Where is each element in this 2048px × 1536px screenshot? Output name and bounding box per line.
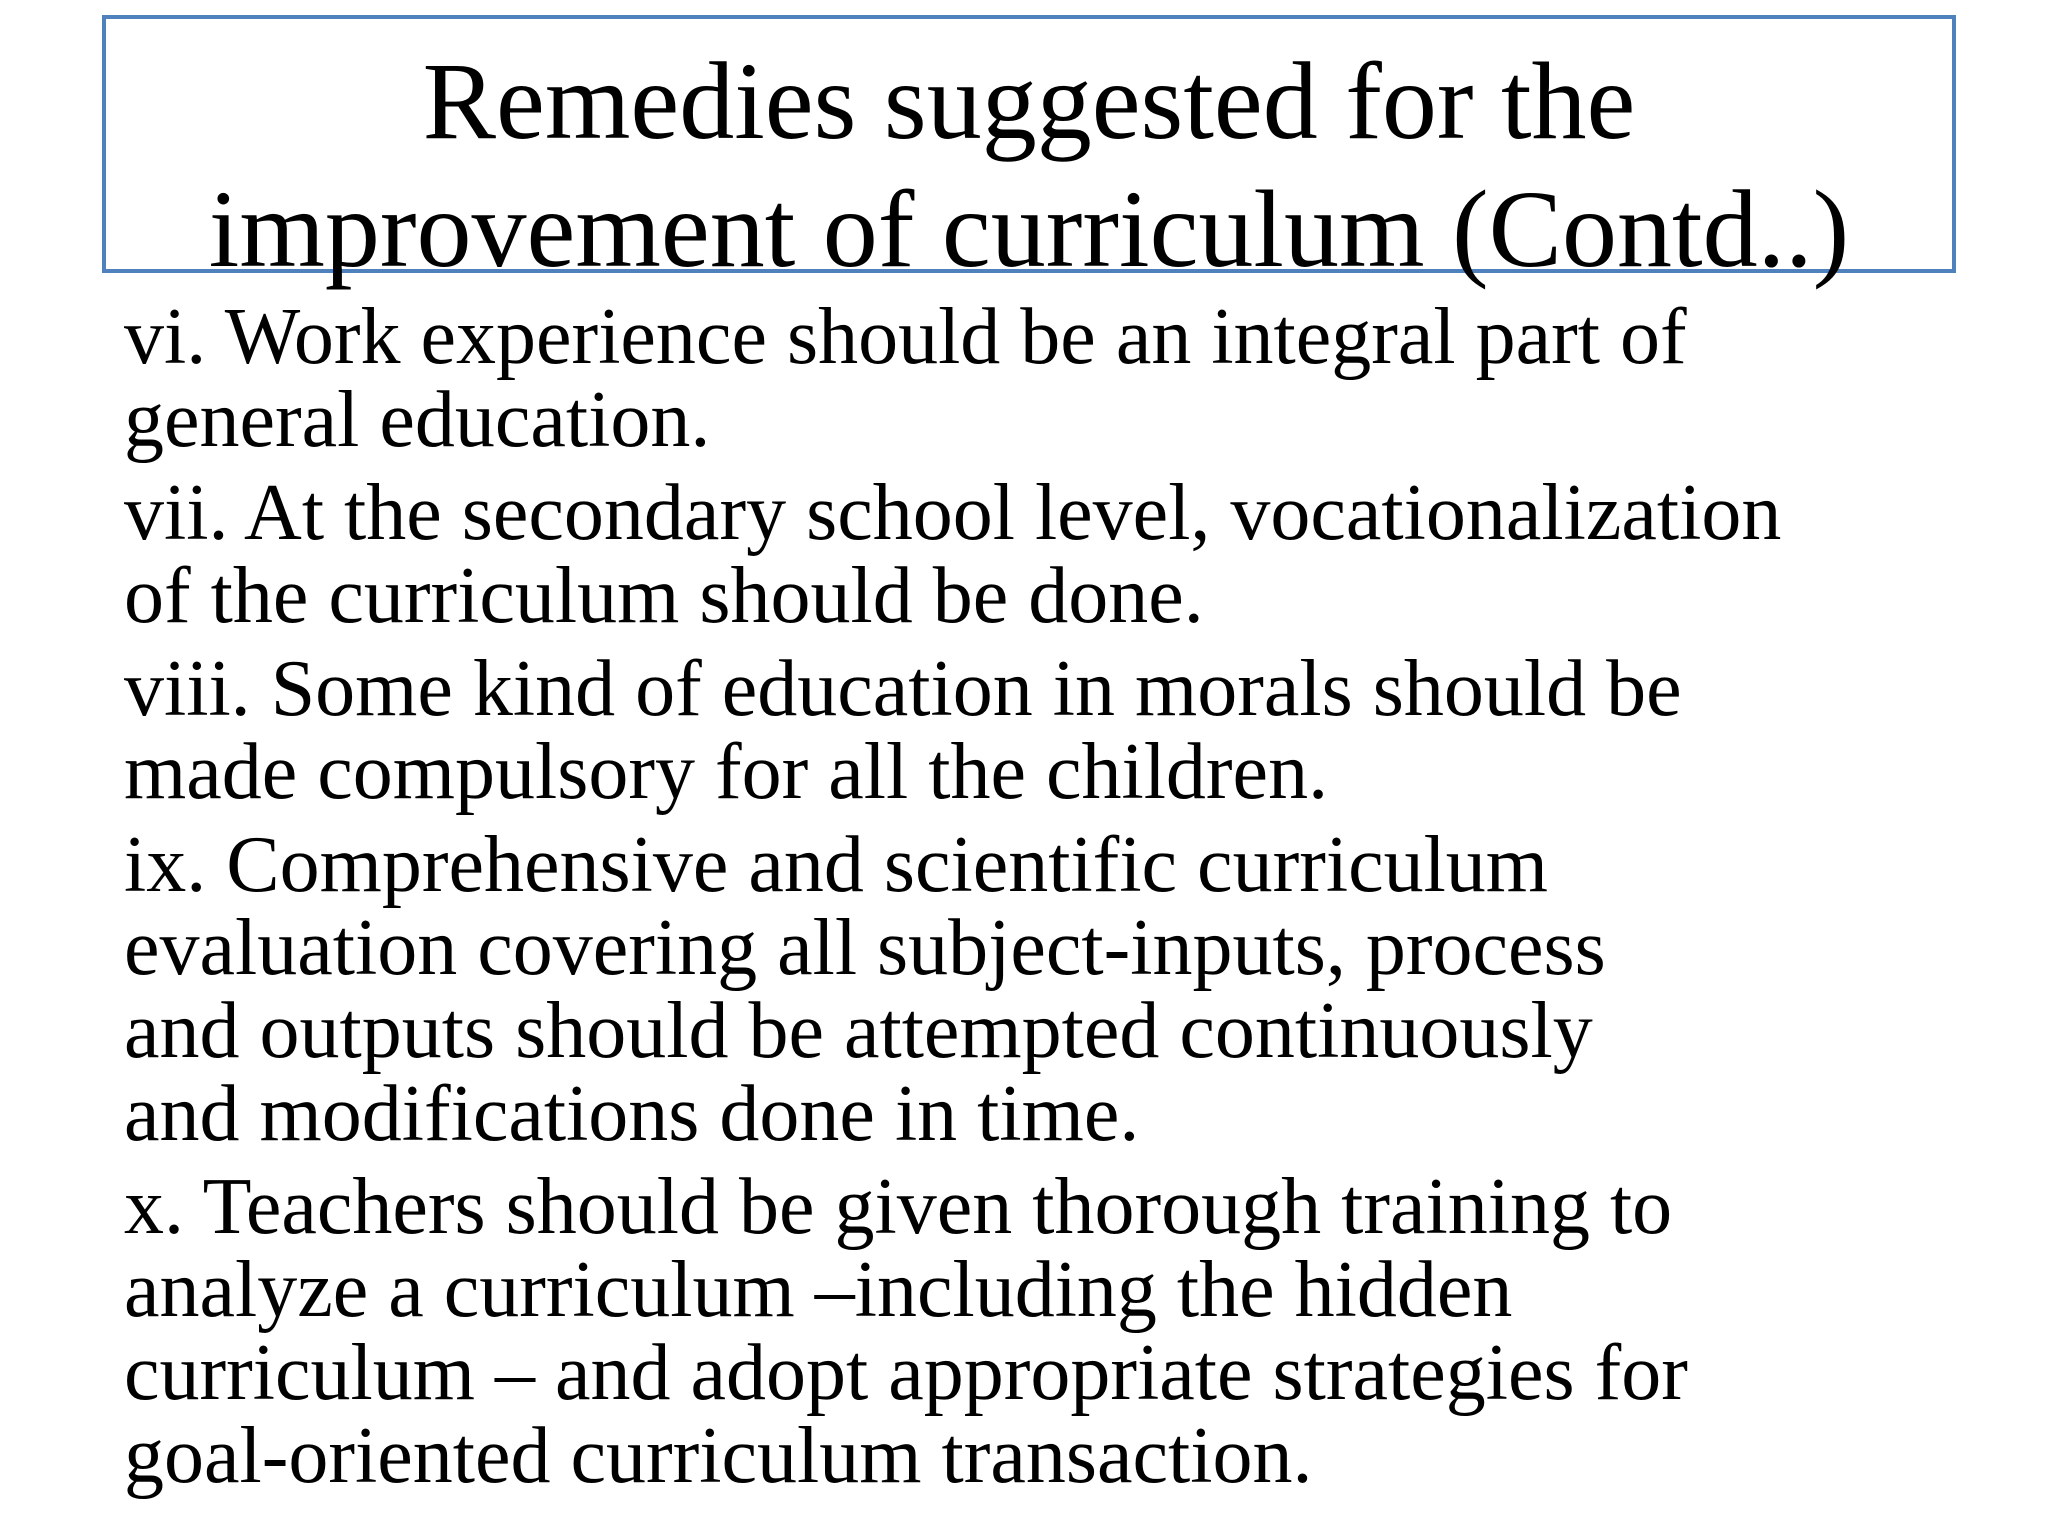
list-item-vi (124, 293, 1984, 464)
item-marker: vi. (124, 293, 207, 381)
remedies-list (124, 293, 1984, 1508)
item-text: At the secondary school level, vocationalization (244, 469, 1782, 557)
list-item-x (124, 1163, 1984, 1500)
item-text: Work experience should be an integral part of (224, 293, 1687, 381)
item-marker: vii. (124, 469, 229, 557)
item-line (124, 469, 1984, 557)
list-item-viii (124, 645, 1984, 816)
item-line: and outputs should be attempted continuously (124, 987, 1593, 1075)
item-line (124, 821, 1984, 909)
item-line: analyze a curriculum –including the hidden (124, 1246, 1513, 1334)
item-line: curriculum – and adopt appropriate strategies for (124, 1329, 1688, 1417)
item-marker: x. (124, 1163, 184, 1251)
title-line: improvement of curriculum (Contd..) (208, 168, 1850, 290)
item-line: goal-oriented curriculum transaction. (124, 1412, 1313, 1500)
item-text: Teachers should be given thorough training to (202, 1163, 1673, 1251)
title-box (102, 15, 1956, 290)
item-line (124, 1163, 1984, 1251)
list-item-vii (124, 469, 1984, 640)
item-line (124, 293, 1984, 381)
item-line: general education. (124, 376, 711, 464)
item-marker: viii. (124, 645, 251, 733)
item-line: of the curriculum should be done. (124, 552, 1204, 640)
slide-title (106, 37, 1952, 293)
list-item-ix (124, 821, 1984, 1158)
item-marker: ix. (124, 821, 207, 909)
item-text: Comprehensive and scientific curriculum (226, 821, 1549, 909)
item-line: and modifications done in time. (124, 1070, 1140, 1158)
item-line: evaluation covering all subject-inputs, process (124, 904, 1606, 992)
item-text: Some kind of education in morals should be (270, 645, 1682, 733)
title-line: Remedies suggested for the (422, 40, 1636, 162)
item-line (124, 645, 1984, 733)
item-line: made compulsory for all the children. (124, 728, 1329, 816)
